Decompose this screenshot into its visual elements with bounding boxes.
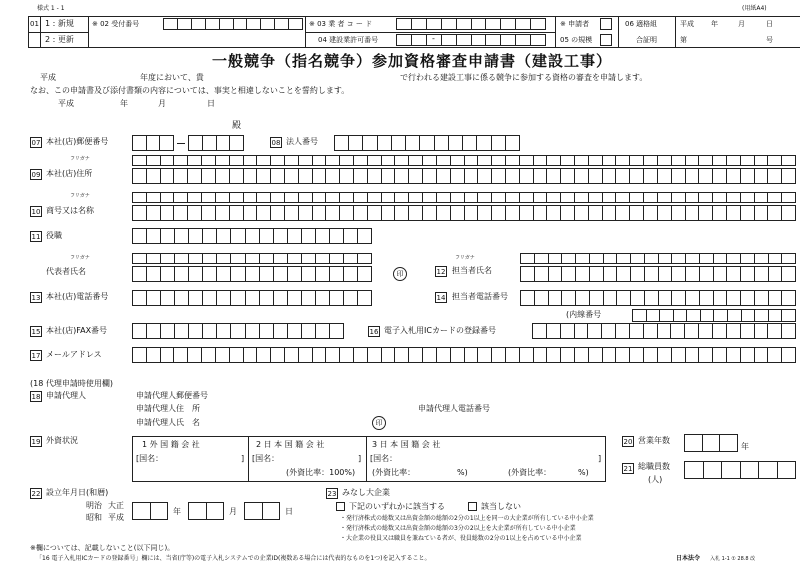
corporate-number-label: 法人番号 [286,137,318,146]
capital-label: 外資状況 [46,436,78,445]
field-11-num: 11 [31,233,41,241]
capital-col-1[interactable]: 1 外 国 籍 会 社 [142,440,200,449]
established-month-cells[interactable] [188,502,224,520]
license-no-cells[interactable] [396,34,546,46]
office-fax-cells[interactable] [132,323,344,339]
capital-col-3[interactable]: 3 日 本 国 籍 会 社 [372,440,441,449]
rep-furigana-label: フリガナ [70,255,90,261]
rep-seal: 印 [393,267,407,281]
cert-label-1: 06 適格組 [625,20,658,28]
ratio-3-label: (外資比率： [372,468,416,477]
cert-no: 第 [680,36,687,44]
era-meiji[interactable]: 明治 [86,501,102,510]
position-cells[interactable] [132,228,372,244]
contact-name-cells[interactable] [520,266,796,282]
option-new[interactable]: 1 : 新規 [45,19,74,28]
email-label: メールアドレス [46,350,102,359]
sme-label: みなし大企業 [342,488,390,497]
sme-opt1-label: 下記のいずれかに該当する [349,502,445,511]
receipt-no-cells[interactable] [163,18,303,30]
page-title: 一般競争（指名競争）参加資格審査申請書（建設工事） [212,52,613,70]
established-day-unit: 日 [285,507,293,516]
rep-name-cells[interactable] [132,266,372,282]
license-dash: - [432,34,435,43]
era-showa[interactable]: 昭和 [86,513,102,522]
form-code: 様式 1 - 1 [37,5,65,12]
field-20-num: 20 [623,438,633,446]
country-1-label: [国名： [136,454,164,463]
country-1-close: ] [241,454,245,463]
field-07-num: 07 [31,139,41,147]
agent-seal: 印 [372,416,386,430]
vendor-code-label: ※ 03 業 者 コ ー ド [309,20,373,28]
paper-size: (用紙A4) [742,5,767,12]
field-09-num: 09 [31,171,41,179]
sme-opt2-checkbox[interactable] [468,502,477,511]
era-heisei[interactable]: 平成 [108,513,124,522]
date-year: 年 [120,99,128,108]
agent-name-label: 申請代理人氏 名 [136,418,200,427]
field-13-num: 13 [31,294,41,302]
address-furigana-cells[interactable] [132,155,796,166]
staff-label-2: (人) [648,475,663,484]
ratio-4-label: (外資比率： [508,468,552,477]
field-14-num: 14 [436,294,446,302]
agent-phone-label: 申請代理人電話番号 [418,404,490,413]
capital-col-2[interactable]: 2 日 本 国 籍 会 社 [256,440,325,449]
applicant-cell[interactable] [600,18,612,30]
license-no-label: 04 建設業許可番号 [318,36,379,44]
ic-card-cells[interactable] [532,323,796,339]
country-3-close: ] [598,454,602,463]
years-unit: 年 [741,442,749,451]
cert-day: 日 [766,20,773,28]
company-name-cells[interactable] [132,205,796,221]
vendor-code-cells[interactable] [396,18,546,30]
office-phone-cells[interactable] [132,290,372,306]
date-era: 平成 [58,99,74,108]
sme-opt2-label: 該当しない [481,502,521,511]
address-cells[interactable] [132,168,796,184]
established-year-unit: 年 [173,507,181,516]
date-month: 月 [158,99,166,108]
field-08-num: 08 [271,139,281,147]
rep-furigana-cells[interactable] [132,253,372,264]
postal-code-second-cells[interactable] [188,135,244,151]
address-furigana-label: フリガナ [70,156,90,162]
field-21-num: 21 [623,465,633,473]
agent-label: 申請代理人 [46,391,86,400]
contact-furigana-cells[interactable] [520,253,796,264]
extension-label: (内線番号 [566,310,602,319]
company-furigana-label: フリガナ [70,193,90,199]
contact-furigana-label: フリガナ [455,255,475,261]
contact-name-label: 担当者氏名 [452,266,492,275]
country-2-close: ] [358,454,362,463]
scale-cell[interactable] [600,34,612,46]
ratio-100: (外資比率：100%) [286,468,356,477]
agent-address-label: 申請代理人住 所 [136,404,200,413]
staff-label-1: 総職員数 [638,462,670,471]
cert-label-2: 合証明 [636,36,657,44]
position-label: 役職 [46,231,62,240]
cert-go: 号 [766,36,773,44]
address-label: 本社(店)住所 [46,169,93,178]
email-cells[interactable] [132,347,796,363]
country-2-label: [国名： [252,454,280,463]
intro-line1-end: で行われる建設工事に係る競争に参加する資格の審査を申請します。 [400,73,648,82]
scale-label: 05 の規模 [560,36,593,44]
company-furigana-cells[interactable] [132,192,796,203]
field-19-num: 19 [31,438,41,446]
country-3-label: [国名： [370,454,398,463]
ic-card-label: 電子入札用ICカードの登録番号 [384,326,496,335]
cert-month: 月 [738,20,745,28]
field-23-num: 23 [327,490,337,498]
established-month-unit: 月 [229,507,237,516]
form-code-footer: 入札 1-1 ① 28.8 改 [710,556,756,562]
established-day-cells[interactable] [244,502,280,520]
office-phone-label: 本社(店)電話番号 [46,292,109,301]
intro-line2: なお、この申請書及び添付書類の内容については、事実と相違しないことを誓約します。 [30,86,350,95]
intro-line1-mid: 年度において、貴 [140,73,204,82]
intro-era: 平成 [40,73,56,82]
publisher-logo: 日本法令 [676,555,701,562]
sme-note-3: ・大企業の役員又は職員を兼ねている者が、役員総数の2分の1以上を占めている中小企業 [340,535,582,542]
field-17-num: 17 [31,352,41,360]
field-12-num: 12 [436,268,446,276]
postal-code-first-cells[interactable] [132,135,174,151]
footer-note-2: 「16 電子入札用ICカードの登録番号」欄には、当省(庁等)の電子入札システムでの企業ID(複数ある場合には代表的なものを1つ)を記入すること。 [36,555,431,562]
ratio-4-pct: %) [578,468,589,477]
field-18-num: 18 [31,393,41,401]
cert-year: 年 [711,20,718,28]
field-15-num: 15 [31,328,41,336]
company-name-label: 商号又は名称 [46,206,94,215]
established-year-cells[interactable] [132,502,168,520]
contact-phone-cells[interactable] [520,290,796,306]
office-fax-label: 本社(店)FAX番号 [46,326,108,335]
sme-note-1: ・発行済株式の総数又は出資金額の総額の2分の1以上を同一の大企業が所有している中小企業 [340,515,594,522]
option-update[interactable]: 2 : 更新 [45,35,74,44]
postal-code-label: 本社(店)郵便番号 [46,137,109,146]
sme-note-2: ・発行済株式の総数又は出資金額の総額の3分の2以上を大企業が所有している中小企業 [340,525,576,532]
extension-cells[interactable] [632,309,796,322]
era-taisho[interactable]: 大正 [108,501,124,510]
agent-section-label: (18 代理申請時使用欄) [30,379,113,388]
corporate-number-cells[interactable] [334,135,520,151]
agent-postal-label: 申請代理人郵便番号 [136,391,208,400]
field-22-num: 22 [31,490,41,498]
receipt-no-label: ※ 02 受付番号 [92,20,140,28]
footer-note-1: ※欄については、記載しないこと(以下同じ)。 [30,544,175,552]
sme-opt1-checkbox[interactable] [336,502,345,511]
date-day: 日 [207,99,215,108]
row-01: 01 [30,20,39,28]
dono: 殿 [232,121,242,131]
established-label: 設立年月日(和暦) [46,488,109,497]
ratio-3-pct: %) [457,468,468,477]
applicant-label: ※ 申請者 [560,20,590,28]
field-16-num: 16 [369,328,379,336]
staff-cells[interactable] [684,461,796,479]
years-label: 営業年数 [638,436,670,445]
field-10-num: 10 [31,208,41,216]
rep-name-label: 代表者氏名 [46,267,86,276]
contact-phone-label: 担当者電話番号 [452,292,508,301]
years-cells[interactable] [684,434,738,452]
cert-era: 平成 [680,20,694,28]
